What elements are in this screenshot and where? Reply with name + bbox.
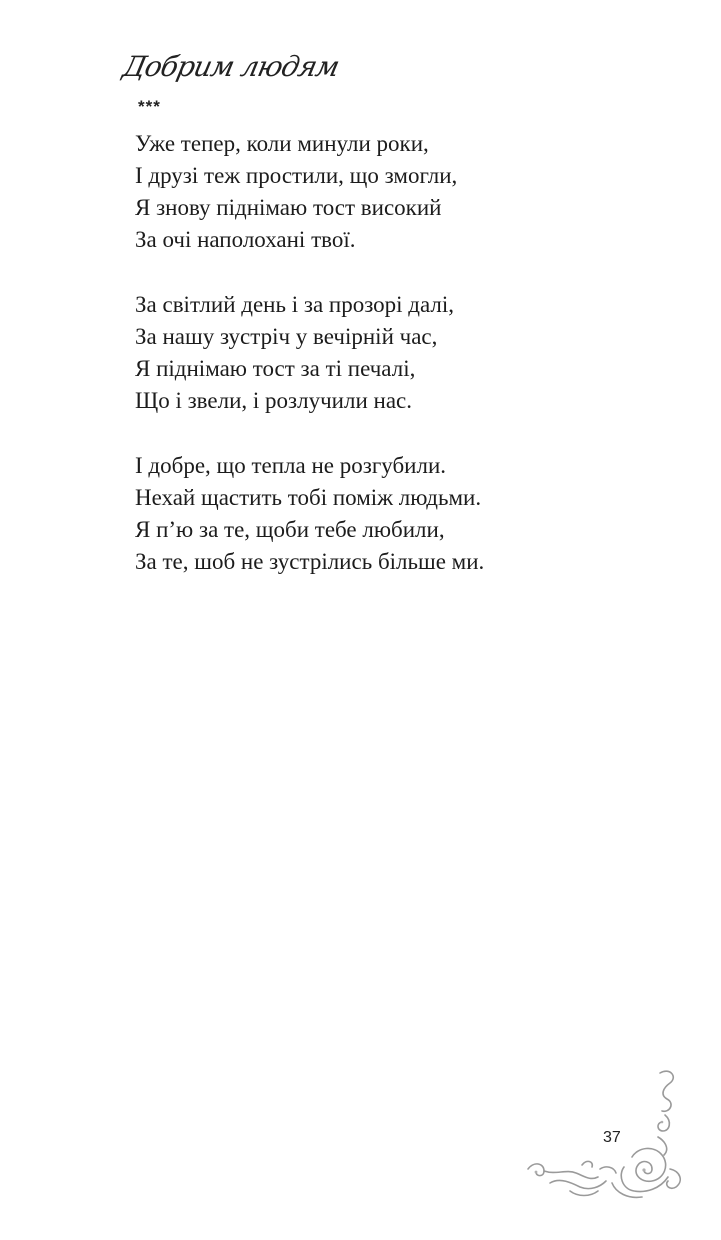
stanza-separator: *** bbox=[138, 97, 161, 116]
poem-line: Я п’ю за те, щоби тебе любили, bbox=[135, 517, 445, 542]
poem-line: І друзі теж простили, що змогли, bbox=[135, 163, 458, 188]
poem-line: За світлий день і за прозорі далі, bbox=[135, 292, 455, 317]
stanza-1 bbox=[135, 128, 675, 256]
poem-line: Уже тепер, коли минули роки, bbox=[135, 131, 429, 156]
poem-line: За очі наполохані твої. bbox=[135, 227, 356, 252]
poem-line: За те, шоб не зустрілись більше ми. bbox=[135, 549, 485, 574]
stanza-2 bbox=[135, 289, 675, 417]
poem-line: За нашу зустріч у вечірній час, bbox=[135, 324, 438, 349]
poem-line: Я знову піднімаю тост високий bbox=[135, 195, 442, 220]
poem-line: І добре, що тепла не розгубили. bbox=[135, 453, 447, 478]
page-number: 37 bbox=[603, 1129, 621, 1146]
poem-line: Я піднімаю тост за ті печалі, bbox=[135, 356, 416, 381]
poem-line: Нехай щастить тобі поміж людьми. bbox=[135, 485, 482, 510]
poem-body bbox=[135, 128, 675, 611]
stanza-3 bbox=[135, 450, 675, 578]
running-title: Добрим людям bbox=[120, 50, 342, 83]
poem-line: Що і звели, і розлучили нас. bbox=[135, 388, 412, 413]
